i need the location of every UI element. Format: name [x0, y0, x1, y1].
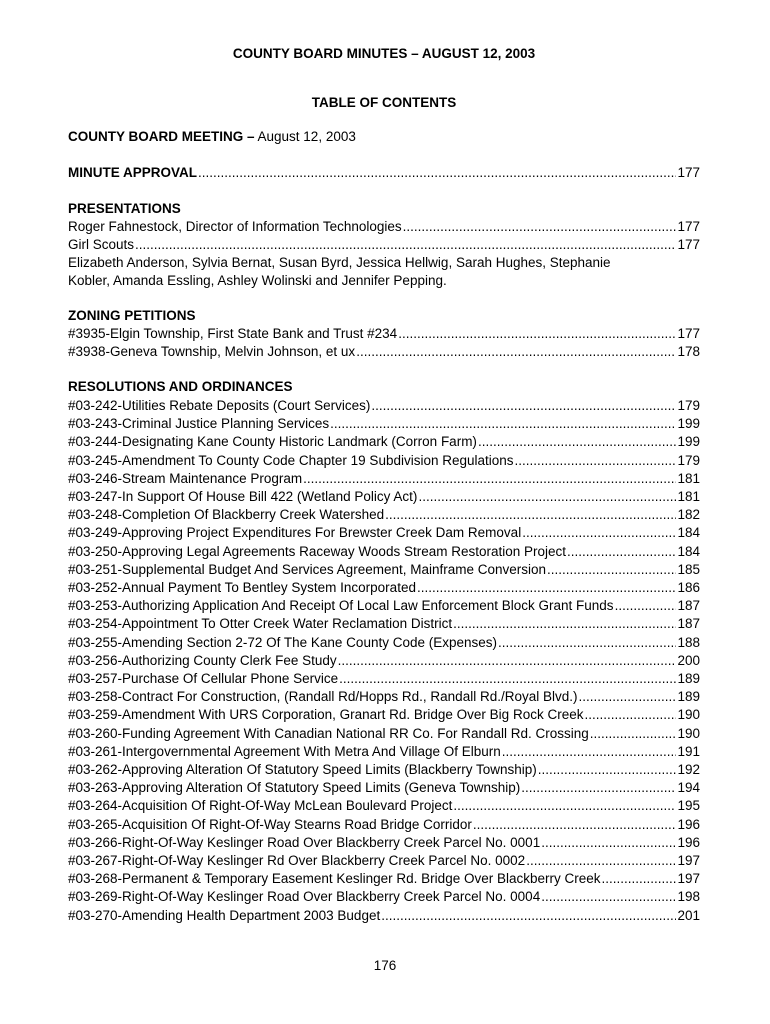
toc-entry[interactable] — [68, 236, 700, 254]
toc-entry-page: 195 — [677, 798, 700, 814]
leader-dots — [526, 852, 676, 870]
toc-entry-label: #03-245-Amendment To County Code Chapter 19 Subdivision Regulations — [68, 452, 514, 468]
toc-entry-label: #03-252-Annual Payment To Bentley System Incorporated — [68, 580, 416, 595]
toc-entry[interactable] — [68, 488, 700, 506]
meeting-heading — [68, 128, 700, 146]
presentation-names-line-1: Elizabeth Anderson, Sylvia Bernat, Susan Byrd, Jessica Hellwig, Sarah Hughes, Stephanie — [68, 255, 611, 270]
leader-dots — [498, 634, 676, 652]
toc-entry-page: 191 — [677, 743, 700, 759]
toc-entry-page: 185 — [677, 561, 700, 577]
toc-entry[interactable] — [68, 652, 700, 670]
toc-entry[interactable] — [68, 779, 700, 797]
toc-entry-label: #03-254-Appointment To Otter Creek Water Reclamation District — [68, 616, 453, 632]
toc-entry[interactable] — [68, 725, 700, 743]
leader-dots — [538, 761, 677, 779]
leader-dots — [522, 524, 676, 542]
toc-entry-label: #03-257-Purchase Of Cellular Phone Service — [68, 671, 339, 686]
toc-entry[interactable] — [68, 870, 700, 888]
toc-entry-page: 199 — [677, 416, 700, 432]
leader-dots — [502, 743, 677, 761]
toc-entry[interactable] — [68, 524, 700, 542]
toc-entry[interactable] — [68, 907, 700, 925]
toc-entry-page: 181 — [677, 470, 700, 486]
toc-entry[interactable] — [68, 543, 700, 561]
toc-entry-page: 197 — [677, 871, 700, 887]
toc-entry-label: #03-251-Supplemental Budget And Services Agreement, Mainframe Conversion — [68, 561, 547, 577]
toc-entry-page: 197 — [677, 853, 700, 868]
toc-entry-label: #03-269-Right-Of-Way Keslinger Road Over Blackberry Creek Parcel No. 0004 — [68, 889, 541, 905]
toc-entry-label: #03-255-Amending Section 2-72 Of The Kane County Code (Expenses) — [68, 634, 498, 650]
toc-entry-page: 184 — [677, 525, 700, 541]
toc-entry-page: 200 — [677, 652, 700, 668]
toc-entry[interactable] — [68, 670, 700, 688]
toc-entry[interactable] — [68, 888, 700, 906]
leader-dots — [615, 597, 677, 615]
meeting-date: August 12, 2003 — [254, 129, 356, 144]
section-heading-zoning: ZONING PETITIONS — [68, 308, 196, 323]
toc-entry-label: #03-243-Criminal Justice Planning Services — [68, 416, 330, 432]
toc-title: TABLE OF CONTENTS — [311, 95, 457, 110]
toc-entry-page: 201 — [677, 907, 700, 923]
section-heading-resolutions: RESOLUTIONS AND ORDINANCES — [68, 379, 293, 394]
toc-entry-page: 194 — [677, 780, 700, 796]
toc-entry-label: MINUTE APPROVAL — [68, 165, 198, 180]
toc-entry-label: #03-249-Approving Project Expenditures For Brewster Creek Dam Removal — [68, 525, 522, 541]
toc-entry-page: 199 — [677, 434, 700, 450]
section-heading-presentations: PRESENTATIONS — [68, 201, 181, 216]
toc-entry[interactable] — [68, 706, 700, 724]
toc-entry-page: 178 — [677, 344, 700, 359]
toc-entry-label: #03-267-Right-Of-Way Keslinger Rd Over Blackberry Creek Parcel No. 0002 — [68, 853, 526, 868]
toc-entry-label: #3935-Elgin Township, First State Bank and Trust #234 — [68, 326, 398, 341]
toc-entry-page: 186 — [677, 580, 700, 595]
toc-entry[interactable] — [68, 506, 700, 524]
leader-dots — [381, 907, 676, 925]
toc-entry-label: #03-242-Utilities Rebate Deposits (Court Services) — [68, 398, 371, 413]
toc-entry[interactable] — [68, 797, 700, 815]
toc-entry-label: #03-253-Authorizing Application And Receipt Of Local Law Enforcement Block Grant Funds — [68, 598, 614, 614]
leader-dots — [303, 470, 676, 488]
toc-entry-page: 187 — [677, 616, 700, 632]
leader-dots — [547, 561, 676, 579]
toc-entry-page: 190 — [677, 725, 700, 741]
toc-entry-label: #03-258-Contract For Construction, (Randall Rd/Hopps Rd., Randall Rd./Royal Blvd.) — [68, 689, 578, 705]
toc-entry-page: 189 — [677, 689, 700, 705]
leader-dots — [578, 688, 676, 706]
toc-entry-page: 189 — [677, 671, 700, 686]
toc-entry-page: 187 — [677, 598, 700, 614]
leader-dots — [198, 164, 676, 182]
toc-entry-label: #03-262-Approving Alteration Of Statutory Speed Limits (Blackberry Township) — [68, 762, 537, 777]
toc-entry-label: #03-247-In Support Of House Bill 422 (Wetland Policy Act) — [68, 489, 418, 504]
toc-entry-label: #03-261-Intergovernmental Agreement With Metra And Village Of Elburn — [68, 743, 501, 759]
leader-dots — [403, 218, 677, 236]
leader-dots — [417, 579, 677, 597]
leader-dots — [473, 816, 677, 834]
toc-entry-page: 196 — [677, 834, 700, 850]
leader-dots — [338, 652, 677, 670]
toc-entry[interactable] — [68, 834, 700, 852]
toc-entry-label: #03-248-Completion Of Blackberry Creek Watershed — [68, 507, 385, 523]
toc-entry-label: #03-260-Funding Agreement With Canadian National RR Co. For Randall Rd. Crossing — [68, 725, 589, 741]
toc-entry-minute-approval[interactable] — [68, 164, 700, 182]
leader-dots — [385, 506, 676, 524]
toc-entry-label: #03-265-Acquisition Of Right-Of-Way Stearns Road Bridge Corridor — [68, 816, 472, 832]
page-number: 176 — [373, 958, 397, 973]
toc-entry-page: 181 — [677, 489, 700, 504]
leader-dots — [418, 488, 676, 506]
toc-entry-page: 177 — [677, 326, 700, 341]
toc-entry-label: #03-266-Right-Of-Way Keslinger Road Over Blackberry Creek Parcel No. 0001 — [68, 834, 541, 850]
toc-entry[interactable] — [68, 816, 700, 834]
toc-entry[interactable] — [68, 325, 700, 343]
toc-entry[interactable] — [68, 343, 700, 361]
toc-entry[interactable] — [68, 397, 700, 415]
leader-dots — [135, 236, 676, 254]
presentation-names-line-2: Kobler, Amanda Essling, Ashley Wolinski and Jennifer Pepping. — [68, 273, 447, 288]
toc-entry-label: #3938-Geneva Township, Melvin Johnson, et ux — [68, 344, 356, 359]
leader-dots — [590, 725, 677, 743]
leader-dots — [567, 543, 676, 561]
toc-entry-page: 188 — [677, 634, 700, 650]
toc-entry-page: 177 — [677, 219, 700, 234]
toc-entry[interactable] — [68, 218, 700, 236]
toc-entry-label: Girl Scouts — [68, 237, 135, 252]
leader-dots — [521, 779, 676, 797]
toc-entry-label: #03-259-Amendment With URS Corporation, Granart Rd. Bridge Over Big Rock Creek — [68, 707, 584, 723]
leader-dots — [515, 452, 677, 470]
leader-dots — [371, 397, 676, 415]
toc-entry[interactable] — [68, 597, 700, 615]
leader-dots — [478, 433, 677, 451]
toc-entry-page: 177 — [677, 237, 700, 252]
leader-dots — [541, 888, 676, 906]
toc-entry[interactable] — [68, 688, 700, 706]
toc-entry-page: 196 — [677, 816, 700, 832]
leader-dots — [453, 797, 676, 815]
leader-dots — [453, 615, 676, 633]
meeting-label: COUNTY BOARD MEETING – — [68, 129, 255, 144]
leader-dots — [339, 670, 676, 688]
toc-entry-page: 177 — [677, 165, 700, 180]
toc-entry-label: #03-263-Approving Alteration Of Statutory Speed Limits (Geneva Township) — [68, 780, 521, 796]
toc-entry[interactable] — [68, 561, 700, 579]
toc-entry[interactable] — [68, 634, 700, 652]
toc-entry[interactable] — [68, 852, 700, 870]
toc-entry[interactable] — [68, 615, 700, 633]
leader-dots — [584, 706, 676, 724]
leader-dots — [356, 343, 676, 361]
toc-entry-page: 198 — [677, 889, 700, 905]
toc-entry[interactable] — [68, 470, 700, 488]
toc-entry-page: 190 — [677, 707, 700, 723]
toc-entry-label: #03-264-Acquisition Of Right-Of-Way McLean Boulevard Project — [68, 798, 453, 814]
leader-dots — [398, 325, 676, 343]
toc-entry[interactable] — [68, 415, 700, 433]
toc-entry-page: 182 — [677, 507, 700, 523]
toc-entry[interactable] — [68, 433, 700, 451]
toc-entry-label: #03-246-Stream Maintenance Program — [68, 470, 303, 486]
toc-entry-page: 179 — [677, 452, 700, 468]
toc-entry-label: #03-250-Approving Legal Agreements Raceway Woods Stream Restoration Project — [68, 543, 567, 559]
leader-dots — [330, 415, 676, 433]
toc-entry[interactable] — [68, 761, 700, 779]
toc-entry[interactable] — [68, 579, 700, 597]
toc-entry-page: 179 — [677, 398, 700, 413]
toc-entry-label: #03-268-Permanent & Temporary Easement Keslinger Rd. Bridge Over Blackberry Creek — [68, 871, 601, 887]
document-title: COUNTY BOARD MINUTES – AUGUST 12, 2003 — [232, 46, 536, 61]
leader-dots — [541, 834, 676, 852]
toc-entry[interactable] — [68, 743, 700, 761]
leader-dots — [602, 870, 677, 888]
toc-entry-label: #03-270-Amending Health Department 2003 Budget — [68, 907, 381, 923]
toc-entry-page: 192 — [677, 762, 700, 777]
toc-entry-label: #03-256-Authorizing County Clerk Fee Study — [68, 652, 337, 668]
toc-entry[interactable] — [68, 452, 700, 470]
toc-entry-page: 184 — [677, 543, 700, 559]
toc-entry-label: Roger Fahnestock, Director of Information Technologies — [68, 219, 402, 234]
toc-entry-label: #03-244-Designating Kane County Historic Landmark (Corron Farm) — [68, 434, 477, 450]
